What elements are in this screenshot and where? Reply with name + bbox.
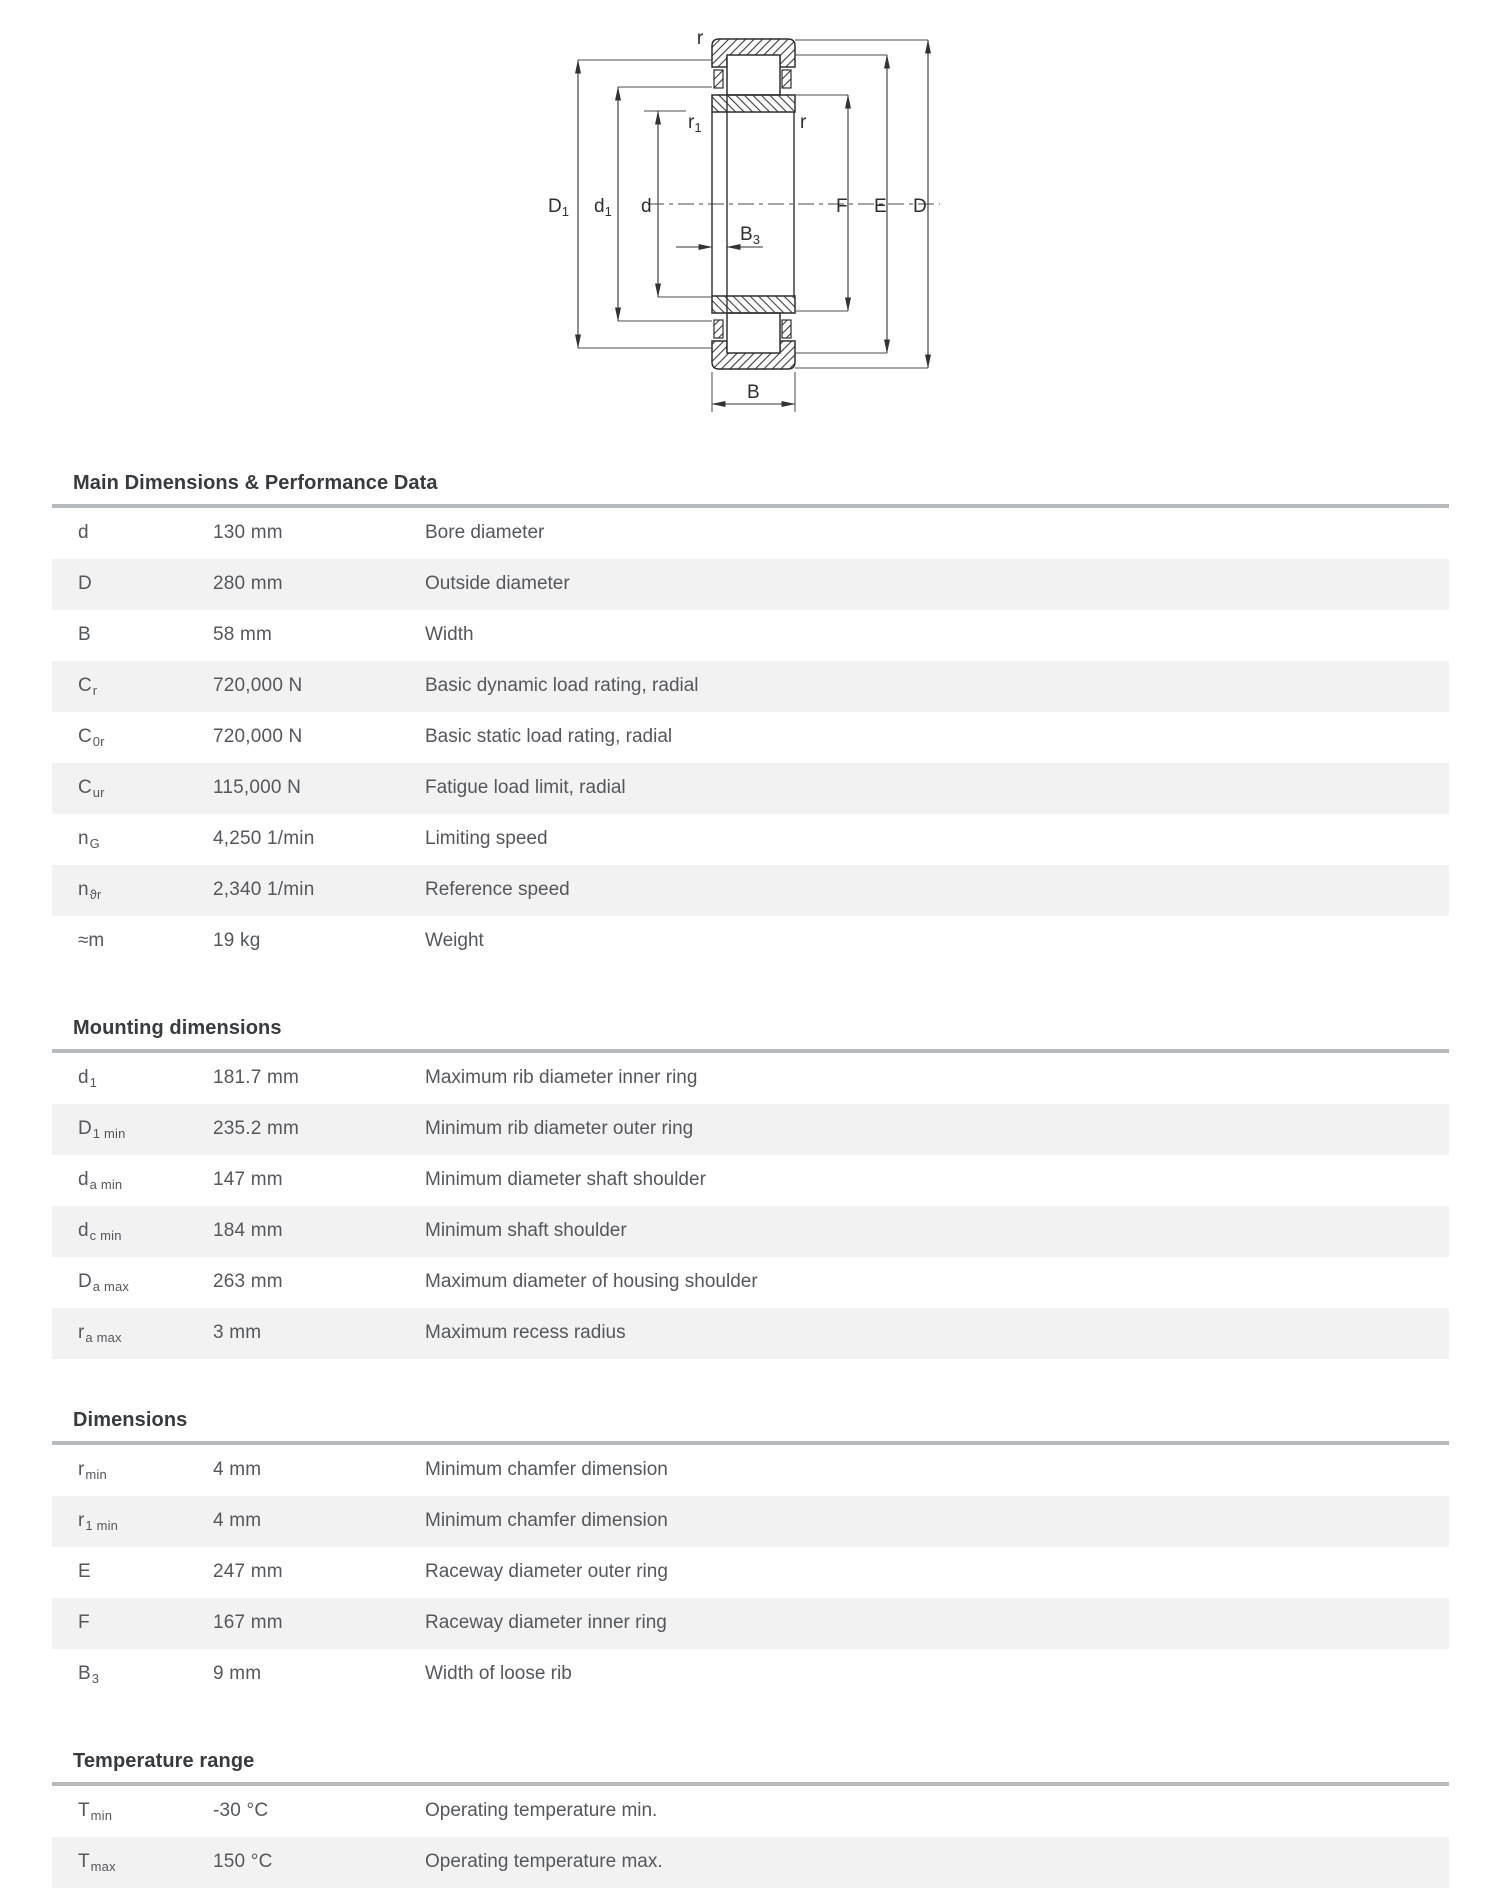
table-row <box>52 1786 1449 1837</box>
row-symbol-base: n <box>78 879 89 900</box>
row-value: 130 mm <box>213 522 283 543</box>
row-symbol <box>78 1561 213 1583</box>
label-B3: $B_3$ <box>740 224 760 247</box>
bottom-ring-assembly <box>712 296 795 369</box>
table-row <box>52 1104 1449 1155</box>
table-row <box>52 763 1449 814</box>
section-rows <box>52 508 1449 967</box>
row-description: Limiting speed <box>425 828 548 849</box>
row-description: Maximum rib diameter inner ring <box>425 1067 698 1088</box>
row-description: Minimum chamfer dimension <box>425 1510 668 1531</box>
row-symbol <box>78 879 213 901</box>
spec-section <box>52 1015 1449 1359</box>
row-symbol-base: E <box>78 1561 91 1582</box>
row-value: 4,250 1/min <box>213 828 315 849</box>
row-symbol <box>78 624 213 646</box>
row-value: -30 °C <box>213 1800 269 1821</box>
label-E: E <box>874 196 887 217</box>
table-row <box>52 1547 1449 1598</box>
row-symbol-sub: G <box>89 836 100 851</box>
table-row <box>52 865 1449 916</box>
table-row <box>52 712 1449 763</box>
row-description: Minimum shaft shoulder <box>425 1220 627 1241</box>
label-B: B <box>747 382 760 403</box>
label-D: D <box>913 196 927 217</box>
row-symbol-base: B <box>78 1663 91 1684</box>
row-description: Basic dynamic load rating, radial <box>425 675 699 696</box>
row-symbol-base: D <box>78 573 92 594</box>
spec-section <box>52 470 1449 967</box>
row-value: 181.7 mm <box>213 1067 300 1088</box>
section-heading: Mounting dimensions <box>73 1017 282 1039</box>
row-symbol-base: C <box>78 726 92 747</box>
row-symbol-base: F <box>78 1612 90 1633</box>
row-value: 115,000 N <box>213 777 302 798</box>
bearing-cross-section-diagram <box>540 18 950 420</box>
row-value: 720,000 N <box>213 726 303 747</box>
row-symbol <box>78 726 213 748</box>
table-row <box>52 1206 1449 1257</box>
row-value: 280 mm <box>213 573 283 594</box>
table-row <box>52 610 1449 661</box>
row-symbol-base: d <box>78 522 89 543</box>
row-symbol-base: r <box>78 1510 85 1531</box>
row-value: 9 mm <box>213 1663 262 1684</box>
row-symbol-sub: a max <box>92 1279 130 1294</box>
row-symbol-sub: r <box>92 683 98 698</box>
spec-section <box>52 1407 1449 1700</box>
row-symbol <box>78 1851 213 1873</box>
row-symbol-sub: a min <box>89 1177 123 1192</box>
label-r-right: r <box>800 112 807 133</box>
row-symbol-sub: min <box>90 1808 113 1823</box>
row-value: 235.2 mm <box>213 1118 300 1139</box>
table-row <box>52 1053 1449 1104</box>
row-description: Fatigue load limit, radial <box>425 777 626 798</box>
row-symbol-sub: 1 <box>89 1075 98 1090</box>
row-description: Outside diameter <box>425 573 570 594</box>
row-description: Basic static load rating, radial <box>425 726 673 747</box>
row-symbol-sub: ϑr <box>89 887 102 902</box>
row-symbol-sub: ur <box>92 785 105 800</box>
row-symbol <box>78 1612 213 1634</box>
row-value: 4 mm <box>213 1459 262 1480</box>
row-value: 167 mm <box>213 1612 283 1633</box>
label-r1: $r_1$ <box>688 112 702 135</box>
table-row <box>52 1496 1449 1547</box>
row-symbol-base: T <box>78 1851 90 1872</box>
row-symbol <box>78 1118 213 1140</box>
row-description: Maximum recess radius <box>425 1322 626 1343</box>
label-d: d <box>641 196 652 217</box>
row-symbol-base: d <box>78 1169 89 1190</box>
section-heading: Main Dimensions & Performance Data <box>73 472 438 494</box>
row-symbol-sub: 1 min <box>85 1518 119 1533</box>
row-value: 247 mm <box>213 1561 283 1582</box>
row-value: 263 mm <box>213 1271 283 1292</box>
row-symbol <box>78 522 213 544</box>
row-symbol-base: T <box>78 1800 90 1821</box>
row-symbol-base: r <box>78 1322 85 1343</box>
row-description: Minimum chamfer dimension <box>425 1459 668 1480</box>
section-rows <box>52 1786 1449 1888</box>
row-symbol-sub: a max <box>85 1330 122 1345</box>
row-symbol-base: r <box>78 1459 85 1480</box>
top-ring-assembly <box>712 39 795 112</box>
label-D1: $D_1$ <box>548 196 569 219</box>
label-d1: $d_1$ <box>594 196 612 219</box>
section-rows <box>52 1053 1449 1359</box>
section-heading: Dimensions <box>73 1409 188 1431</box>
row-symbol-sub: 0r <box>92 734 105 749</box>
row-description: Operating temperature max. <box>425 1851 663 1872</box>
row-symbol-base: C <box>78 675 92 696</box>
row-symbol <box>78 777 213 799</box>
row-value: 150 °C <box>213 1851 273 1872</box>
table-row <box>52 508 1449 559</box>
row-description: Raceway diameter outer ring <box>425 1561 668 1582</box>
row-symbol <box>78 828 213 850</box>
row-value: 184 mm <box>213 1220 283 1241</box>
table-row <box>52 1155 1449 1206</box>
row-symbol-sub: min <box>85 1467 107 1482</box>
table-row <box>52 916 1449 967</box>
row-description: Weight <box>425 930 484 951</box>
row-description: Maximum diameter of housing shoulder <box>425 1271 758 1292</box>
row-symbol-base: B <box>78 624 91 645</box>
table-row <box>52 661 1449 712</box>
row-value: 2,340 1/min <box>213 879 315 900</box>
row-value: 4 mm <box>213 1510 262 1531</box>
row-description: Minimum diameter shaft shoulder <box>425 1169 706 1190</box>
section-heading: Temperature range <box>73 1750 255 1772</box>
table-row <box>52 1445 1449 1496</box>
row-symbol-sub: 1 min <box>92 1126 126 1141</box>
row-description: Bore diameter <box>425 522 545 543</box>
row-symbol-sub: 3 <box>91 1671 100 1686</box>
row-symbol <box>78 1169 213 1191</box>
row-description: Operating temperature min. <box>425 1800 658 1821</box>
row-description: Minimum rib diameter outer ring <box>425 1118 694 1139</box>
row-symbol <box>78 1067 213 1089</box>
row-symbol-base: ≈m <box>78 930 105 951</box>
label-r-top: r <box>696 28 704 49</box>
spec-section <box>52 1748 1449 1888</box>
row-symbol <box>78 1271 213 1293</box>
row-symbol <box>78 1663 213 1685</box>
row-symbol-base: d <box>78 1067 89 1088</box>
row-symbol <box>78 1800 213 1822</box>
label-F: F <box>836 196 848 217</box>
spec-sections <box>52 470 1449 1888</box>
row-description: Reference speed <box>425 879 570 900</box>
row-symbol-base: C <box>78 777 92 798</box>
row-symbol <box>78 1220 213 1242</box>
row-description: Width <box>425 624 474 645</box>
row-value: 720,000 N <box>213 675 303 696</box>
row-symbol <box>78 675 213 697</box>
row-symbol-base: D <box>78 1271 92 1292</box>
row-symbol-base: d <box>78 1220 89 1241</box>
row-description: Raceway diameter inner ring <box>425 1612 667 1633</box>
row-value: 3 mm <box>213 1322 262 1343</box>
row-symbol <box>78 1322 213 1344</box>
row-symbol-sub: c min <box>89 1228 122 1243</box>
row-symbol <box>78 1459 213 1481</box>
row-value: 58 mm <box>213 624 273 645</box>
table-row <box>52 559 1449 610</box>
row-value: 19 kg <box>213 930 261 951</box>
row-symbol <box>78 573 213 595</box>
row-symbol-sub: max <box>90 1859 116 1874</box>
row-value: 147 mm <box>213 1169 283 1190</box>
table-row <box>52 814 1449 865</box>
section-rows <box>52 1445 1449 1700</box>
row-description: Width of loose rib <box>425 1663 572 1684</box>
table-row <box>52 1308 1449 1359</box>
table-row <box>52 1837 1449 1888</box>
table-row <box>52 1598 1449 1649</box>
row-symbol <box>78 1510 213 1532</box>
table-row <box>52 1649 1449 1700</box>
table-row <box>52 1257 1449 1308</box>
row-symbol <box>78 930 213 952</box>
row-symbol-base: D <box>78 1118 92 1139</box>
row-symbol-base: n <box>78 828 89 849</box>
